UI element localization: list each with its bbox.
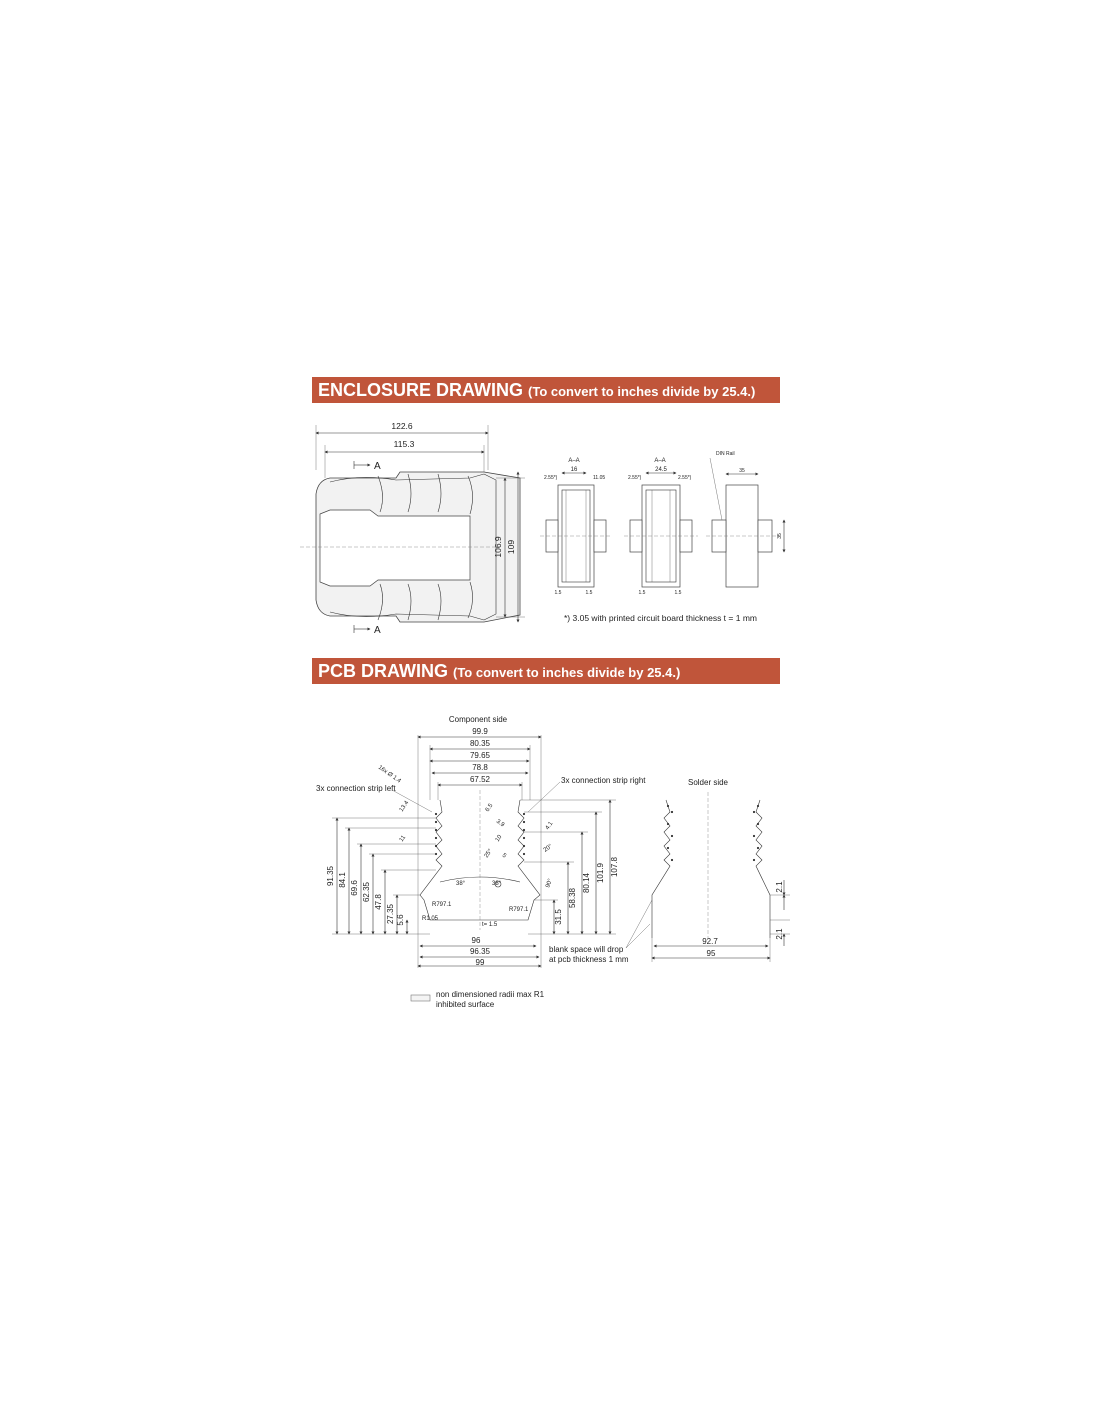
din-rail-width: 35 xyxy=(739,468,745,474)
dim-left-6: 27.35 xyxy=(386,903,395,925)
label-6-5: 6.5 xyxy=(484,802,495,814)
label-25-deg: 25° xyxy=(483,848,494,860)
label-4-1: 4.1 xyxy=(544,820,555,832)
section-view-1 xyxy=(540,458,612,596)
label-r105: R1.05 xyxy=(422,916,439,922)
label-38-right: 38° xyxy=(492,881,502,887)
legend-swatch xyxy=(411,995,430,1001)
dim-left-2: 84.1 xyxy=(338,872,347,888)
dim-right-3: 80.14 xyxy=(582,872,591,894)
dim-left-3: 69.6 xyxy=(350,880,359,896)
label-38-left: 38° xyxy=(456,881,466,887)
enclosure-center-panel xyxy=(320,510,470,586)
component-side-title: Component side xyxy=(448,715,508,724)
blank-space-note-1: blank space will drop xyxy=(549,945,624,954)
label-90-deg: 90° xyxy=(545,878,554,889)
dim-width-outer: 122.6 xyxy=(391,421,413,431)
dim-left-1: 91.35 xyxy=(326,865,335,887)
din-rail-height: 35 xyxy=(777,533,783,539)
dim-right-2: 58.38 xyxy=(568,887,577,909)
solder-dim-h1: 2.1 xyxy=(775,881,784,893)
legend xyxy=(411,990,545,1009)
solder-side-title: Solder side xyxy=(687,778,729,787)
section2-title: A–A xyxy=(654,458,666,464)
label-radius-right: R797.1 xyxy=(509,907,529,913)
enclosure-subtitle: (To convert to inches divide by 25.4.) xyxy=(528,384,756,399)
dim-right-5: 107.8 xyxy=(610,856,619,878)
section-view-2 xyxy=(624,458,698,596)
label-11: 11 xyxy=(398,834,408,844)
dim-top-5: 67.52 xyxy=(469,775,491,784)
section1-left: 2.55*) xyxy=(544,475,558,481)
dim-top-2: 80.35 xyxy=(469,739,491,748)
dim-left-7: 5.6 xyxy=(396,914,405,926)
section1-right: 11.05 xyxy=(593,475,606,481)
label-13-4: 13.4 xyxy=(398,800,411,814)
dim-top-3: 79.65 xyxy=(469,751,491,760)
label-3-9: 3.9 xyxy=(494,818,506,829)
section1-bottom2: 1.5 xyxy=(585,590,593,596)
dim-bottom-3: 99 xyxy=(475,958,485,967)
legend-radii: non dimensioned radii max R1 xyxy=(436,990,545,999)
section2-right: 2.55*) xyxy=(678,475,692,481)
enclosure-top-view xyxy=(300,421,525,636)
section2-bottom2: 1.5 xyxy=(674,590,682,596)
solder-dim-w1: 92.7 xyxy=(702,937,718,946)
label-thickness: t= 1.5 xyxy=(482,922,498,928)
dim-bottom-1: 96 xyxy=(471,936,481,945)
label-holes: 16x Ø 1.4 xyxy=(376,764,402,785)
section-view-din-rail xyxy=(706,451,784,587)
solder-dim-w2: 95 xyxy=(706,949,716,958)
solder-outline xyxy=(652,800,770,938)
section2-width: 24.5 xyxy=(655,467,667,473)
section1-title: A–A xyxy=(568,458,580,464)
label-10: 10 xyxy=(494,834,504,844)
dim-top-1: 99.9 xyxy=(472,727,488,736)
pcb-solder-side xyxy=(549,778,790,964)
section-mark-bottom: A xyxy=(374,625,381,636)
dim-top-4: 78.8 xyxy=(472,763,488,772)
strip-right-label: 3x connection strip right xyxy=(561,776,646,785)
label-radius-left: R797.1 xyxy=(432,902,452,908)
enclosure-note: *) 3.05 with printed circuit board thickness t = 1 mm xyxy=(564,613,757,623)
label-20-deg: 20° xyxy=(542,843,554,854)
din-rail-label: DIN Rail xyxy=(716,451,735,457)
solder-dim-h2: 2.1 xyxy=(775,928,784,940)
dim-right-4: 101.9 xyxy=(596,862,605,884)
legend-inhibited: inhibited surface xyxy=(436,1000,495,1009)
dim-left-5: 47.8 xyxy=(374,894,383,910)
section1-bottom1: 1.5 xyxy=(554,590,562,596)
pcb-component-side xyxy=(316,715,646,968)
dim-left-4: 62.35 xyxy=(362,881,371,903)
dim-right-1: 31.5 xyxy=(554,909,563,925)
dim-height-inner: 106.9 xyxy=(493,536,503,558)
pcb-title: PCB DRAWING xyxy=(318,661,448,681)
strip-left-label: 3x connection strip left xyxy=(316,784,396,793)
label-5: 5 xyxy=(500,852,508,860)
section-mark-top: A xyxy=(374,461,381,472)
section2-bottom1: 1.5 xyxy=(638,590,646,596)
dim-height-outer: 109 xyxy=(506,539,516,555)
enclosure-title: ENCLOSURE DRAWING xyxy=(318,380,524,400)
pcb-subtitle: (To convert to inches divide by 25.4.) xyxy=(453,665,681,680)
dim-width-inner: 115.3 xyxy=(393,439,415,449)
dim-bottom-2: 96.35 xyxy=(469,947,491,956)
blank-space-note-2: at pcb thickness 1 mm xyxy=(549,955,629,964)
section2-left: 2.55*) xyxy=(628,475,642,481)
section1-width: 16 xyxy=(570,467,578,473)
